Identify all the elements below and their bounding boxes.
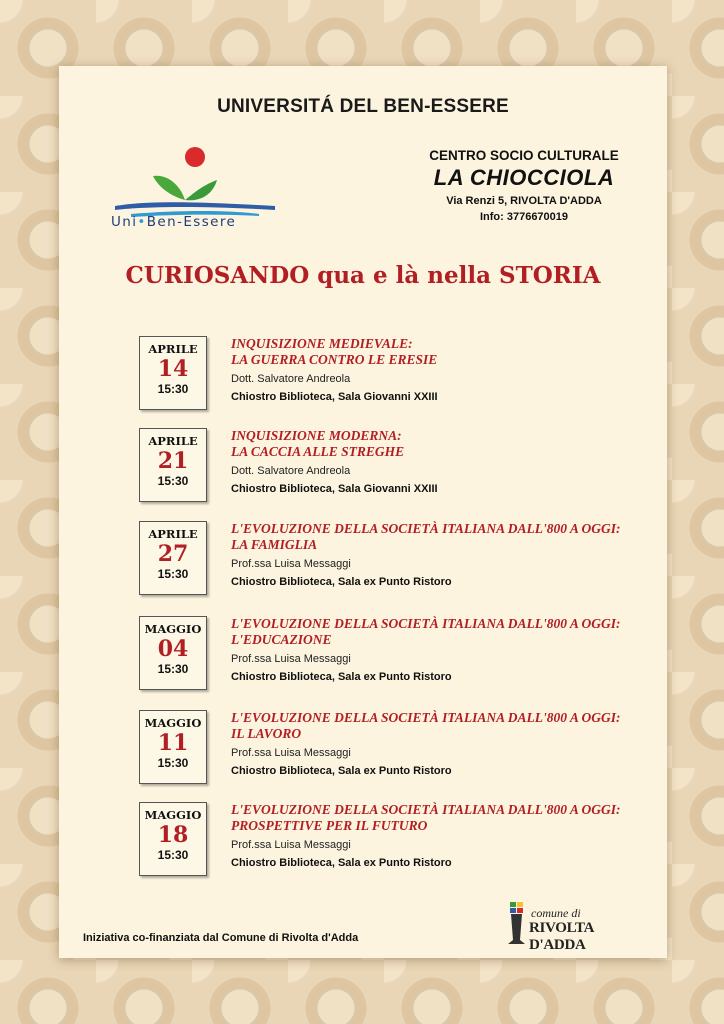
event-item: [139, 521, 639, 595]
comune-logo: [505, 900, 650, 953]
event-time: 15:30: [157, 382, 189, 396]
date-box: [139, 710, 207, 784]
event-day: 21: [157, 448, 189, 474]
event-place: Chiostro Biblioteca, Sala ex Punto Ristoro: [231, 671, 452, 683]
comune-text-line1: comune di: [531, 906, 581, 920]
event-title-line1: INQUISIZIONE MEDIEVALE:: [231, 336, 413, 351]
date-box: [139, 336, 207, 410]
event-title-line1: L'EVOLUZIONE DELLA SOCIETÀ ITALIANA DALL'800 A OGGI:: [231, 521, 621, 536]
event-day: 27: [157, 541, 189, 567]
event-day: 14: [157, 356, 189, 382]
event-month: APRILE: [148, 434, 198, 448]
event-title-line1: INQUISIZIONE MODERNA:: [231, 428, 402, 443]
date-box: [139, 521, 207, 595]
event-day: 04: [157, 636, 189, 662]
event-time: 15:30: [157, 848, 189, 862]
event-speaker: Dott. Salvatore Andreola: [231, 465, 351, 477]
event-speaker: Prof.ssa Luisa Messaggi: [231, 558, 351, 570]
event-speaker: Prof.ssa Luisa Messaggi: [231, 653, 351, 665]
event-place: Chiostro Biblioteca, Sala ex Punto Ristoro: [231, 765, 452, 777]
event-details: [231, 428, 651, 495]
event-title-line1: L'EVOLUZIONE DELLA SOCIETÀ ITALIANA DALL'800 A OGGI:: [231, 616, 621, 631]
event-month: MAGGIO: [144, 622, 202, 636]
event-item: [139, 802, 639, 876]
event-time: 15:30: [157, 567, 189, 581]
event-title-line2: PROSPETTIVE PER IL FUTURO: [231, 818, 428, 833]
event-title-line2: LA CACCIA ALLE STREGHE: [231, 444, 405, 459]
event-month: APRILE: [148, 342, 198, 356]
date-box: [139, 428, 207, 502]
event-title-line2: IL LAVORO: [231, 726, 302, 741]
event-month: APRILE: [148, 527, 198, 541]
center-label: CENTRO SOCIO CULTURALE: [429, 148, 619, 163]
event-month: MAGGIO: [144, 808, 202, 822]
date-box: [139, 616, 207, 690]
comune-text-line2: RIVOLTA D'ADDA: [529, 920, 594, 953]
event-item: [139, 428, 639, 502]
event-speaker: Prof.ssa Luisa Messaggi: [231, 839, 351, 851]
event-title-line1: L'EVOLUZIONE DELLA SOCIETÀ ITALIANA DALL'800 A OGGI:: [231, 802, 621, 817]
logo-wordmark: [111, 214, 236, 230]
poster-card: [59, 66, 667, 958]
event-month: MAGGIO: [144, 716, 202, 730]
event-time: 15:30: [157, 662, 189, 676]
event-time: 15:30: [157, 474, 189, 488]
logo-word-ben: Ben: [146, 214, 178, 230]
event-details: [231, 521, 651, 588]
event-place: Chiostro Biblioteca, Sala ex Punto Ristoro: [231, 857, 452, 869]
logo-word-uni: Uni: [111, 214, 138, 230]
center-info: Info: 3776670019: [479, 211, 569, 223]
event-day: 11: [157, 730, 189, 756]
event-title-line2: L'EDUCAZIONE: [231, 632, 332, 647]
footer-note: Iniziativa co-finanziata dal Comune di Rivolta d'Adda: [83, 932, 359, 944]
date-box: [139, 802, 207, 876]
main-title: CURIOSANDO qua e là nella STORIA: [125, 262, 601, 289]
event-details: [231, 336, 651, 403]
event-details: [231, 616, 651, 683]
event-title-line1: L'EVOLUZIONE DELLA SOCIETÀ ITALIANA DALL'800 A OGGI:: [231, 710, 621, 725]
event-place: Chiostro Biblioteca, Sala ex Punto Ristoro: [231, 576, 452, 588]
event-details: [231, 802, 651, 869]
university-title: UNIVERSITÁ DEL BEN-ESSERE: [217, 96, 509, 117]
cultural-center-block: [404, 148, 644, 223]
event-time: 15:30: [157, 756, 189, 770]
event-item: [139, 616, 639, 690]
event-place: Chiostro Biblioteca, Sala Giovanni XXIII: [231, 483, 438, 495]
event-day: 18: [157, 822, 189, 848]
logo-dash: -: [177, 214, 184, 230]
event-place: Chiostro Biblioteca, Sala Giovanni XXIII: [231, 391, 438, 403]
logo-dot: •: [137, 214, 147, 230]
event-speaker: Dott. Salvatore Andreola: [231, 373, 351, 385]
center-name: LA CHIOCCIOLA: [433, 165, 615, 190]
event-title-line2: LA GUERRA CONTRO LE ERESIE: [231, 352, 438, 367]
comune-rivolta-logo-icon: [505, 900, 531, 946]
event-item: [139, 336, 639, 410]
event-title-line2: LA FAMIGLIA: [231, 537, 318, 552]
logo-word-essere: Essere: [183, 214, 237, 230]
event-speaker: Prof.ssa Luisa Messaggi: [231, 747, 351, 759]
event-item: [139, 710, 639, 784]
event-details: [231, 710, 651, 777]
center-address: Via Renzi 5, RIVOLTA D'ADDA: [446, 195, 602, 207]
